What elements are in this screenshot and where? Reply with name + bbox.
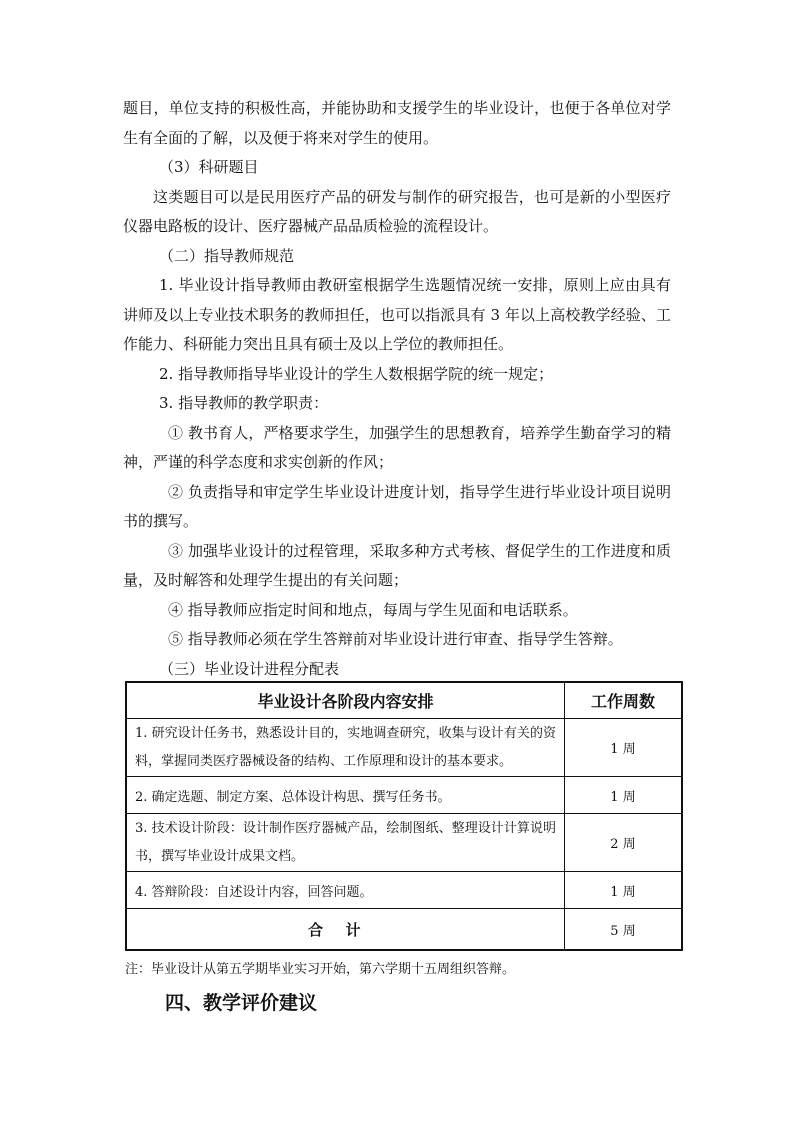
list-item: ② 负责指导和审定学生毕业设计进度计划，指导学生进行毕业设计项目说明书的撰写。 — [123, 482, 671, 530]
document-body — [123, 94, 671, 684]
table-cell: 3. 技术设计阶段：设计制作医疗器械产品，绘制图纸、整理设计计算说明书，撰写毕业设计成果文档。 — [126, 814, 565, 872]
subheading: （二）指导教师规范 — [159, 246, 295, 265]
table-cell: 1 周 — [565, 872, 683, 909]
table-cell: 4. 答辩阶段：自述设计内容，回答问题。 — [126, 872, 565, 909]
subheading: （三）毕业设计进程分配表 — [159, 659, 340, 678]
list-item: ④ 指导教师应指定时间和地点，每周与学生见面和电话联系。 — [168, 600, 578, 619]
table-row — [126, 719, 682, 777]
table-cell: 1 周 — [565, 719, 683, 777]
paragraph: 题目，单位支持的积极性高，并能协助和支援学生的毕业设计，也便于各单位对学生有全面的了解，以及便于将来对学生的使用。 — [123, 99, 671, 147]
section-heading: 四、教学评价建议 — [165, 992, 318, 1014]
total-value: 5 周 — [565, 909, 683, 951]
paragraph: 2. 指导教师指导毕业设计的学生人数根据学院的统一规定； — [159, 364, 554, 383]
table-cell: 2 周 — [565, 814, 683, 872]
table-note: 注：毕业设计从第五学期毕业实习开始，第六学期十五周组织答辩。 — [125, 962, 516, 977]
table-cell: 1. 研究设计任务书，熟悉设计目的，实地调查研究，收集与设计有关的资料，掌握同类医疗器械设备的结构、工作原理和设计的基本要求。 — [126, 719, 565, 777]
paragraph: 这类题目可以是民用医疗产品的研发与制作的研究报告，也可是新的小型医疗仪器电路板的设计、医疗器械产品品质检验的流程设计。 — [123, 187, 671, 235]
column-header: 毕业设计各阶段内容安排 — [126, 682, 565, 719]
table-total-row — [126, 909, 682, 951]
list-item: ⑤ 指导教师必须在学生答辩前对毕业设计进行审查、指导学生答辩。 — [168, 630, 623, 648]
column-header: 工作周数 — [565, 682, 683, 719]
total-label: 合计 — [126, 909, 565, 951]
schedule-table — [125, 681, 683, 951]
table-row — [126, 872, 682, 909]
table-cell: 1 周 — [565, 777, 683, 814]
list-item: ③ 加强毕业设计的过程管理，采取多种方式考核、督促学生的工作进度和质量，及时解答和处理学生提出的有关问题； — [123, 541, 671, 589]
table-row — [126, 777, 682, 814]
paragraph: 3. 指导教师的教学职责： — [159, 394, 329, 412]
table-row — [126, 814, 682, 872]
list-item: ① 教书育人，严格要求学生，加强学生的思想教育，培养学生勤奋学习的精神，严谨的科学态度和求实创新的作风； — [123, 423, 671, 471]
paragraph: 1. 毕业设计指导教师由教研室根据学生选题情况统一安排，原则上应由具有讲师及以上专业技术职务的教师担任，也可以指派具有 3 年以上高校教学经验、工作能力、科研能力突出且具有硕士及以上学位的教师担任。 — [123, 276, 671, 353]
subheading: （3）科研题目 — [159, 158, 259, 176]
table-cell: 2. 确定选题、制定方案、总体设计构思、撰写任务书。 — [126, 777, 565, 814]
table-header-row — [126, 682, 682, 719]
